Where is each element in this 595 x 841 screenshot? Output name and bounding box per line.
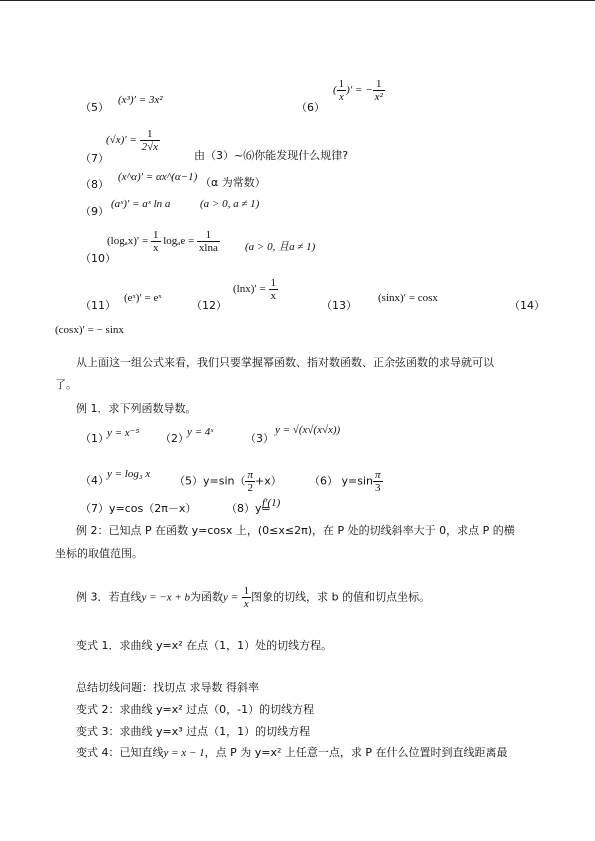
ex1-item-3-label: （3）: [245, 432, 274, 445]
page-top-border: [0, 0, 595, 1]
ex1-item-4: y = log₃ x: [107, 468, 151, 480]
formula-13-label: （13）: [321, 299, 357, 312]
formula-8-label: （8）: [80, 178, 109, 191]
formula-11-label: （11）: [80, 299, 116, 312]
formula-5-label: （5）: [80, 101, 109, 114]
ex1-item-3: y = √(x√(x√x)): [275, 424, 341, 436]
variation-3: 变式 3：求曲线 y=x³ 过点（1，1）的切线方程: [76, 725, 311, 738]
example-3: 例 3．若直线y = −x + b为函数y = $\frac{1}{x}$ 图象的切线，求 b 的值和切点坐标。: [76, 585, 431, 610]
formula-6: ( $\frac{1}{x}$ )′ = − $\frac{1}{\text{x²}}$: [333, 78, 383, 103]
formula-6-label: （6）: [296, 101, 325, 114]
ex1-item-8: f′(1): [262, 497, 281, 509]
ex1-item-5: （5）y=sin（ $\frac{\pi}{2}$ +x）: [174, 469, 282, 494]
formula-11: (eˣ)′ = eˣ: [124, 292, 162, 304]
pattern-question: 由（3）~⑹你能发现什么规律?: [194, 149, 349, 162]
ex1-item-2-label: （2）: [160, 432, 189, 445]
formula-13: (sinx)′ = cosx: [378, 292, 438, 304]
tangent-summary: 总结切线问题：找切点 求导数 得斜率: [76, 681, 259, 694]
ex1-item-2: y = 4ˣ: [187, 426, 214, 438]
formula-14-label: （14）: [509, 299, 545, 312]
example-2-line-2: 坐标的取值范围。: [55, 547, 143, 560]
formula-9: (aˣ)′ = aˣ ln a: [111, 198, 171, 210]
formula-12-label: （12）: [191, 299, 227, 312]
formula-10-label: （10）: [80, 252, 116, 265]
summary-line-1: 从上面这一组公式来看，我们只要掌握幂函数、指对数函数、正余弦函数的求导就可以: [76, 356, 494, 369]
formula-8: (x^α)′ = αx^(α−1): [118, 171, 198, 183]
variation-1: 变式 1．求曲线 y=x² 在点（1，1）处的切线方程。: [76, 639, 333, 652]
formula-5: (x³)′ = 3x²: [118, 94, 163, 106]
formula-10-condition: (a > 0, 且a ≠ 1): [245, 241, 316, 253]
formula-9-condition: (a > 0, a ≠ 1): [200, 198, 260, 210]
variation-2: 变式 2：求曲线 y=x² 过点（0，-1）的切线方程: [76, 703, 315, 716]
variation-4: 变式 4：已知直线y = x − 1，点 P 为 y=x² 上任意一点，求 P 在什么位置时到直线距离最: [76, 746, 508, 759]
ex1-item-4-label: （4）: [80, 474, 109, 487]
formula-12: (lnx)′ = $\frac{1}{x}$: [233, 277, 276, 302]
formula-9-label: （9）: [80, 205, 109, 218]
ex1-item-1-label: （1）: [80, 432, 109, 445]
ex1-item-8-label: （8）y=: [226, 502, 271, 515]
formula-8-note: （α 为常数）: [200, 176, 266, 189]
ex1-item-6: （6） y=sin $\frac{\pi}{3}$: [309, 469, 381, 494]
formula-7-label: （7）: [80, 152, 109, 165]
summary-line-2: 了。: [55, 378, 77, 391]
formula-14: (cosx)′ = − sinx: [55, 324, 124, 336]
ex1-item-1: y = x⁻⁵: [107, 427, 140, 439]
example-2-line-1: 例 2：已知点 P 在函数 y=cosx 上，(0≤x≤2π)，在 P 处的切线斜率大于 0，求点 P 的横: [76, 524, 515, 537]
formula-7: (√x)′ = $\frac{1}{2√x}$: [106, 128, 158, 153]
ex1-item-7: （7）y=cos（2π－x）: [80, 502, 197, 515]
formula-10: (logₐx)′ = $\frac{1}{x}$ logₐe = $\frac{1}{xlna}$: [107, 229, 218, 254]
example-1-title: 例 1．求下列函数导数。: [76, 402, 197, 415]
